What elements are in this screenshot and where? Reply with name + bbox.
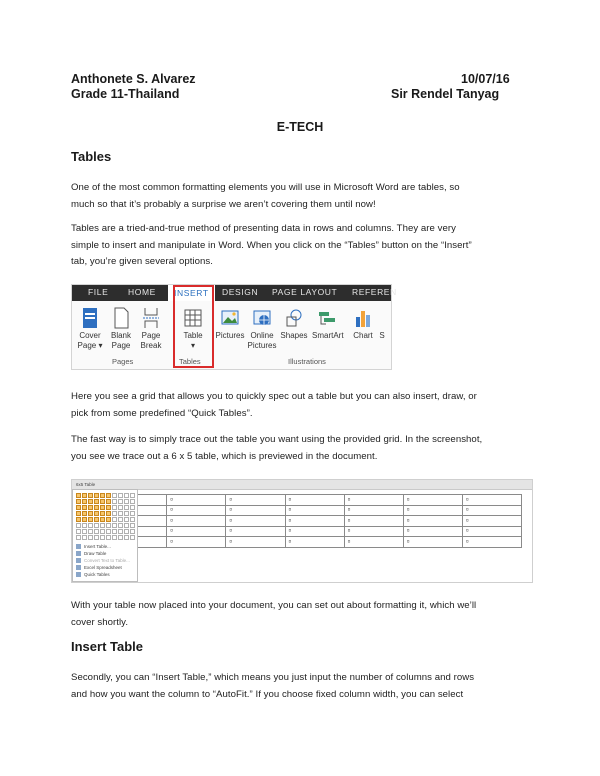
- page-break-icon: [141, 307, 161, 329]
- button-label: Page ▾: [77, 341, 103, 350]
- button-label: Blank: [110, 331, 131, 340]
- group-label-tables: Tables: [179, 357, 201, 366]
- screenshot-icon: [377, 307, 387, 329]
- menu-item-label: Excel Spreadsheet: [84, 565, 122, 570]
- screenshot-button[interactable]: [375, 307, 389, 341]
- table-dropdown-menu: [72, 482, 138, 582]
- tab-page-layout[interactable]: PAGE LAYOUT: [272, 287, 338, 297]
- cover-page-button[interactable]: [75, 307, 105, 351]
- chart-button[interactable]: [348, 307, 378, 341]
- chart-icon: [353, 307, 373, 329]
- menu-item-draw-table[interactable]: [76, 551, 106, 556]
- online-pictures-icon: [252, 307, 272, 329]
- insert-table-screenshot: [71, 479, 533, 583]
- paragraph-6: [71, 670, 531, 703]
- paragraph-line: and how you want the column to “AutoFit.” If you choose fixed column width, you can select: [71, 688, 464, 700]
- tab-references[interactable]: REFEREN: [352, 287, 397, 297]
- button-label: S: [379, 331, 385, 340]
- paragraph-5: [71, 598, 531, 631]
- table-row: ¤ ¤ ¤ ¤ ¤ ¤: [125, 495, 522, 506]
- table-size-grid[interactable]: [76, 493, 135, 540]
- document-title: E-TECH: [276, 120, 324, 134]
- paragraph-line: Secondly, you can “Insert Table,” which means you just input the number of columns and rows: [71, 672, 475, 683]
- menu-item-label: Quick Tables: [84, 572, 110, 577]
- table-highlight-box: [173, 285, 214, 368]
- teacher: Sir Rendel Tanyag: [391, 87, 500, 101]
- button-label: SmartArt: [312, 331, 344, 340]
- button-label: Page: [141, 331, 161, 340]
- menu-item-quick-tables[interactable]: [76, 572, 110, 577]
- blank-page-button[interactable]: [106, 307, 136, 351]
- button-label: Pictures: [247, 341, 277, 350]
- section-heading-insert-table: Insert Table: [71, 639, 144, 654]
- grade: Grade 11-Thailand: [71, 87, 180, 101]
- button-label: Chart: [353, 331, 373, 340]
- smartart-button[interactable]: [312, 307, 342, 341]
- paragraph-line: With your table now placed into your document, you can set out about formatting it, which we’ll: [71, 600, 477, 611]
- button-label: ▾: [190, 341, 195, 350]
- section-heading-tables: Tables: [71, 149, 112, 164]
- button-label: Pictures: [215, 331, 245, 340]
- menu-item-label: Insert Table...: [84, 544, 111, 549]
- paragraph-line: tab, you’re given several options.: [71, 256, 213, 267]
- paragraph-line: much so that it’s probably a surprise we aren’t covering them until now!: [71, 198, 376, 210]
- table-row: ¤ ¤ ¤ ¤ ¤ ¤: [125, 537, 522, 548]
- paragraph-line: simple to insert and manipulate in Word. When you click on the “Tables” button on the “Insert”: [71, 239, 472, 251]
- menu-item-insert-table[interactable]: [76, 544, 111, 549]
- paragraph-4: [71, 432, 531, 465]
- pictures-button[interactable]: [215, 307, 245, 341]
- pictures-icon: [220, 307, 240, 329]
- date: 10/07/16: [461, 72, 510, 86]
- paragraph-line: you see we trace out a 6 x 5 table, which is previewed in the document.: [71, 450, 378, 462]
- paragraph-line: The fast way is to simply trace out the table you want using the provided grid. In the screenshot,: [71, 434, 483, 445]
- tab-home[interactable]: HOME: [128, 287, 156, 297]
- ribbon-screenshot: [71, 284, 397, 370]
- group-label-illustrations: Illustrations: [288, 357, 326, 366]
- shapes-icon: [284, 307, 304, 329]
- table-row: ¤ ¤ ¤ ¤ ¤ ¤: [125, 505, 522, 516]
- menu-item-label: Draw Table: [84, 551, 107, 556]
- button-label: Shapes: [280, 331, 308, 340]
- paragraph-line: pick from some predefined “Quick Tables”.: [71, 407, 253, 419]
- blank-page-icon: [111, 307, 131, 329]
- button-label: Cover: [79, 331, 101, 340]
- tab-design[interactable]: DESIGN: [222, 287, 259, 297]
- cover-page-icon: [80, 307, 100, 329]
- button-label: Online: [250, 331, 274, 340]
- grid-size-label: 6x5 Table: [76, 482, 96, 487]
- paragraph-line: cover shortly.: [71, 616, 129, 628]
- page-break-button[interactable]: [136, 307, 166, 351]
- paragraph-line: Tables are a tried-and-true method of presenting data in rows and columns. They are very: [71, 223, 456, 234]
- group-label-pages: Pages: [112, 357, 134, 366]
- smartart-icon: [317, 307, 337, 329]
- paragraph-line: Here you see a grid that allows you to quickly spec out a table but you can also insert, draw, or: [71, 391, 477, 402]
- ribbon-tab-bar: [72, 285, 397, 301]
- author-name: Anthonete S. Alvarez: [71, 72, 196, 86]
- paragraph-2: [71, 221, 531, 271]
- menu-item-label: Convert Text to Table...: [84, 558, 130, 563]
- menu-item-convert-text[interactable]: [76, 558, 130, 563]
- tab-insert[interactable]: INSERT: [168, 285, 215, 301]
- shapes-button[interactable]: [279, 307, 309, 341]
- menu-item-excel-spreadsheet[interactable]: [76, 565, 122, 570]
- ruler: [72, 480, 532, 490]
- paragraph-1: [71, 180, 531, 213]
- button-label: Table: [183, 331, 203, 340]
- paragraph-line: One of the most common formatting elements you will use in Microsoft Word are tables, so: [71, 182, 460, 193]
- online-pictures-button[interactable]: [247, 307, 277, 351]
- table-row: ¤ ¤ ¤ ¤ ¤ ¤: [125, 526, 522, 537]
- previewed-table: [124, 494, 522, 548]
- table-row: ¤ ¤ ¤ ¤ ¤ ¤: [125, 516, 522, 527]
- tab-file[interactable]: FILE: [88, 287, 109, 297]
- button-label: Page: [111, 341, 131, 350]
- paragraph-3: [71, 389, 531, 422]
- button-label: Break: [140, 341, 162, 350]
